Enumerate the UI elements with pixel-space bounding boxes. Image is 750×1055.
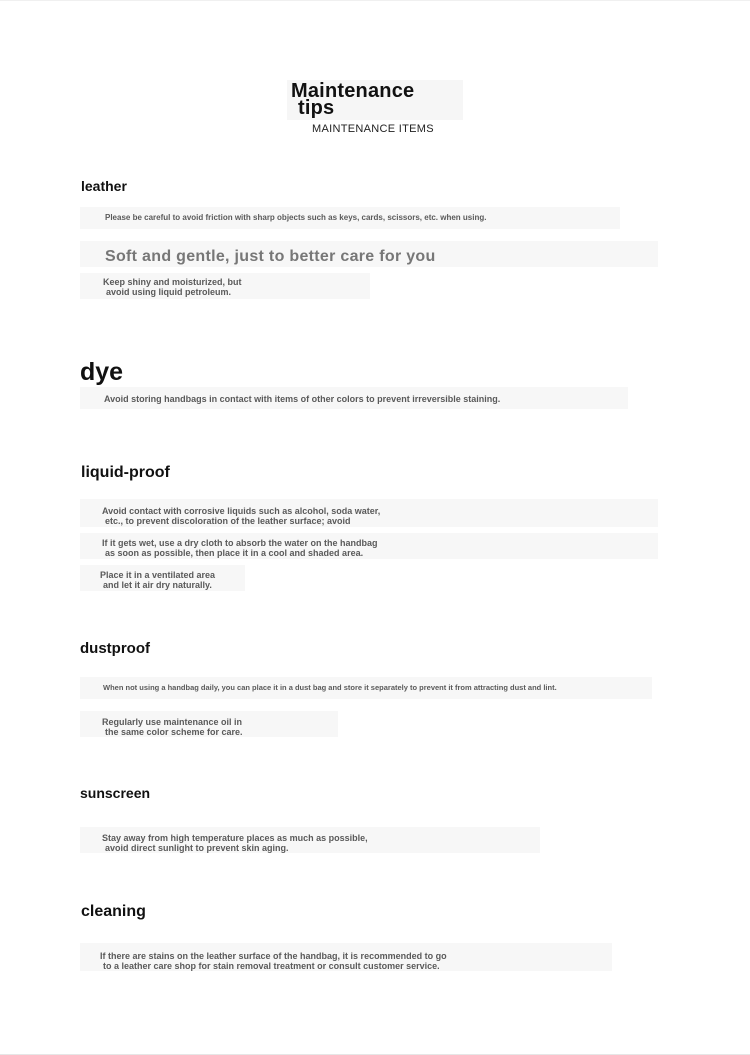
- section-heading-dye: dye: [80, 358, 124, 386]
- page-title-line1: Maintenance: [291, 80, 415, 102]
- liquid-proof-paragraph-2: [102, 538, 378, 558]
- leather-tagline: Soft and gentle, just to better care for you: [105, 248, 436, 265]
- liquid-proof-p1-line1: Avoid contact with corrosive liquids such as alcohol, soda water,: [102, 506, 381, 516]
- section-heading-dustproof: dustproof: [80, 640, 150, 657]
- section-heading-liquid-proof: liquid-proof: [81, 464, 170, 481]
- liquid-proof-p2-line2: as soon as possible, then place it in a cool and shaded area.: [105, 548, 364, 558]
- dye-note: Avoid storing handbags in contact with items of other colors to prevent irreversible staining.: [104, 394, 501, 404]
- sunscreen-p1-line2: avoid direct sunlight to prevent skin aging.: [105, 843, 289, 853]
- dustproof-p1-line1: Regularly use maintenance oil in: [102, 717, 243, 727]
- dustproof-p1-line2: the same color scheme for care.: [105, 727, 243, 737]
- leather-tip: [103, 277, 242, 297]
- page-title-line2: tips: [298, 97, 335, 119]
- cleaning-p1-line1: If there are stains on the leather surface of the handbag, it is recommended to go: [100, 951, 447, 961]
- section-heading-sunscreen: sunscreen: [80, 785, 151, 801]
- liquid-proof-p2-line1: If it gets wet, use a dry cloth to absorb the water on the handbag: [102, 538, 378, 548]
- sunscreen-paragraph: [102, 833, 368, 853]
- liquid-proof-paragraph-1: [102, 506, 380, 526]
- leather-tip-line2: avoid using liquid petroleum.: [106, 287, 232, 297]
- leather-tip-line1: Keep shiny and moisturized, but: [103, 277, 242, 287]
- page-subtitle: MAINTENANCE ITEMS: [312, 123, 434, 135]
- liquid-proof-p3-line1: Place it in a ventilated area: [100, 570, 216, 580]
- page-title: [291, 80, 415, 119]
- liquid-proof-paragraph-3: [100, 570, 215, 590]
- section-heading-cleaning: cleaning: [81, 903, 146, 920]
- leather-note: Please be careful to avoid friction with sharp objects such as keys, cards, scissors, etc. when using.: [105, 213, 487, 222]
- dustproof-note: When not using a handbag daily, you can place it in a dust bag and store it separately to prevent it from attracting dust and lint.: [103, 683, 557, 692]
- section-heading-leather: leather: [81, 178, 127, 194]
- cleaning-p1-line2: to a leather care shop for stain removal treatment or consult customer service.: [103, 961, 440, 971]
- sunscreen-p1-line1: Stay away from high temperature places as much as possible,: [102, 833, 368, 843]
- liquid-proof-p1-line2: etc., to prevent discoloration of the leather surface; avoid: [105, 516, 351, 526]
- cleaning-paragraph: [100, 951, 447, 971]
- liquid-proof-p3-line2: and let it air dry naturally.: [103, 580, 212, 590]
- dustproof-paragraph: [102, 717, 243, 737]
